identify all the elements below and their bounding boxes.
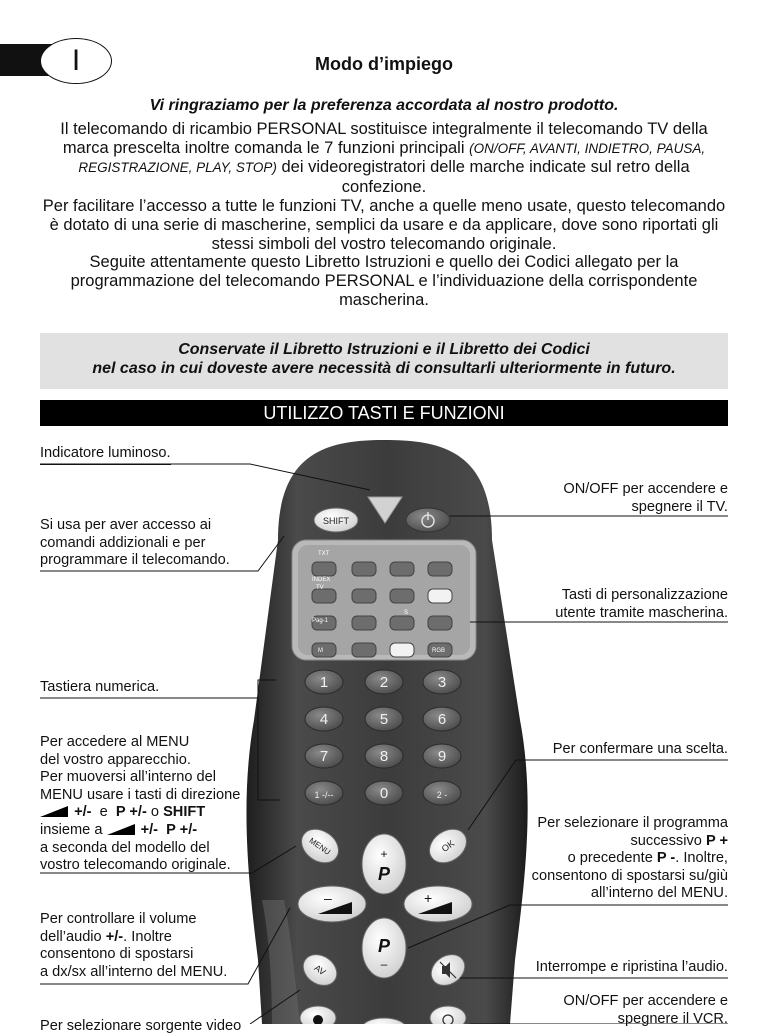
overlay-key[interactable] — [390, 589, 414, 603]
intro-p1a: Il telecomando di ricambio PERSONAL sostituisce integralmente il telecomando TV della marca prescelta inoltre comanda le 7 funzioni principali — [60, 119, 708, 157]
volume-wedge-icon-2 — [107, 824, 137, 835]
overlay-pag-label: Pag-1 — [312, 618, 329, 624]
note-line-1: Conservate il Libretto Istruzioni e il Libretto dei Codici — [178, 341, 590, 358]
section-title: UTILIZZO TASTI E FUNZIONI — [40, 400, 728, 426]
digit-key-label: 0 — [379, 785, 389, 802]
intro-p1c: dei videoregistratori delle marche indicate sul retro della confezione. — [281, 158, 690, 197]
overlay-key[interactable] — [312, 589, 336, 603]
digit-key-label: 1 -/-- — [314, 790, 334, 800]
digit-key-label: 5 — [379, 711, 389, 728]
overlay-key[interactable] — [312, 643, 336, 657]
menu-button-label: MENU — [307, 835, 332, 857]
overlay-s-label: S — [404, 610, 409, 616]
thanks-line: Vi ringraziamo per la preferenza accordata al nostro prodotto. — [149, 97, 619, 114]
intro-p1b: (ON/OFF, AVANTI, INDIETRO, PAUSA, REGISTRAZIONE, PLAY, STOP) — [78, 140, 706, 176]
label-shift: Si usa per aver accesso ai comandi addizionali e per programmare il telecomando. — [40, 517, 230, 569]
av-button-label: AV — [312, 962, 328, 978]
digit-key-label: 8 — [379, 748, 389, 765]
overlay-key[interactable] — [390, 643, 414, 657]
overlay-key[interactable] — [352, 643, 376, 657]
note-line-2: nel caso in cui doveste avere necessità di consultarli ulteriormente in futuro. — [92, 360, 676, 377]
label-onoff-vcr: ON/OFF per accendere e spegnere il VCR. — [563, 993, 728, 1027]
label-onoff-tv: ON/OFF per accendere e spegnere il TV. — [563, 481, 728, 515]
shift-button-label: SHIFT — [323, 516, 349, 526]
digit-key-label: 1 — [319, 674, 329, 691]
label-volume: Per controllare il volume dell’audio +/-. Inoltre consentono di spostarsi a dx/sx all’interno del MENU. — [40, 911, 228, 980]
intro-p2: Per facilitare l’accesso a tutte le funzioni TV, anche a quelle meno usate, questo telecomando è dotato di una serie di mascherine, semplici da usare e da applicare, dove sono riportati gli stessi simboli del vostro telecomando originale. — [42, 196, 726, 253]
svg-text:–: – — [324, 890, 332, 906]
page-title: Modo d’impiego — [315, 54, 453, 74]
overlay-txt-label: TXT — [318, 551, 330, 557]
program-up-label: P — [377, 864, 391, 884]
overlay-key[interactable] — [390, 616, 414, 630]
svg-text:+: + — [380, 847, 388, 861]
language-badge: I — [40, 38, 112, 84]
program-down-label: P — [377, 936, 391, 956]
label-mute: Interrompe e ripristina l’audio. — [535, 959, 728, 975]
svg-text:–: – — [380, 957, 388, 971]
label-numeric: Tastiera numerica. — [40, 679, 160, 695]
digit-key-label: 6 — [437, 711, 447, 728]
digit-key-label: 2 - — [436, 790, 448, 800]
overlay-index-label: INDEX — [312, 577, 331, 583]
volume-wedge-icon — [40, 806, 70, 817]
overlay-key[interactable] — [428, 589, 452, 603]
overlay-key[interactable] — [352, 589, 376, 603]
overlay-key[interactable] — [352, 616, 376, 630]
volume-down-button — [298, 886, 366, 922]
overlay-tv-label: TV — [316, 585, 324, 591]
label-source-cut: Per selezionare sorgente video — [40, 1018, 242, 1034]
label-menu: Per accedere al MENU del vostro apparecchio. Per muoversi all’interno del MENU usare i tasti di direzione +/- e P +/- o SHIFT insieme a +/- P +/- a seconda del modello del vostro telecomando originale. — [40, 734, 241, 874]
digit-key-label: 7 — [319, 748, 329, 765]
volume-up-button — [404, 886, 472, 922]
intro-p3: Seguite attentamente questo Libretto Istruzioni e quello dei Codici allegato per la programmazione del telecomando PERSONAL e l’individuazione della corrispondente mascherina. — [70, 253, 698, 309]
overlay-key[interactable] — [428, 562, 452, 576]
label-custom-keys: Tasti di personalizzazione utente tramite mascherina. — [555, 587, 728, 621]
digit-key-label: 3 — [437, 674, 447, 691]
overlay-key[interactable] — [352, 562, 376, 576]
overlay-key[interactable] — [312, 562, 336, 576]
overlay-key[interactable] — [428, 616, 452, 630]
overlay-m-label: M — [318, 648, 323, 654]
label-program: Per selezionare il programma successivo P + o precedente P -. Inoltre, consentono di spostarsi su/giù all’interno del MENU. — [531, 815, 728, 902]
digit-key-label: 9 — [437, 748, 447, 765]
label-indicator: Indicatore luminoso. — [40, 445, 171, 465]
digit-key-label: 4 — [319, 711, 329, 728]
ok-button-label: OK — [439, 838, 457, 854]
svg-text:+: + — [424, 890, 433, 906]
overlay-rgb-label: RGB — [432, 648, 446, 654]
label-confirm: Per confermare una scelta. — [552, 741, 728, 757]
digit-key-label: 2 — [379, 674, 389, 691]
overlay-key[interactable] — [390, 562, 414, 576]
